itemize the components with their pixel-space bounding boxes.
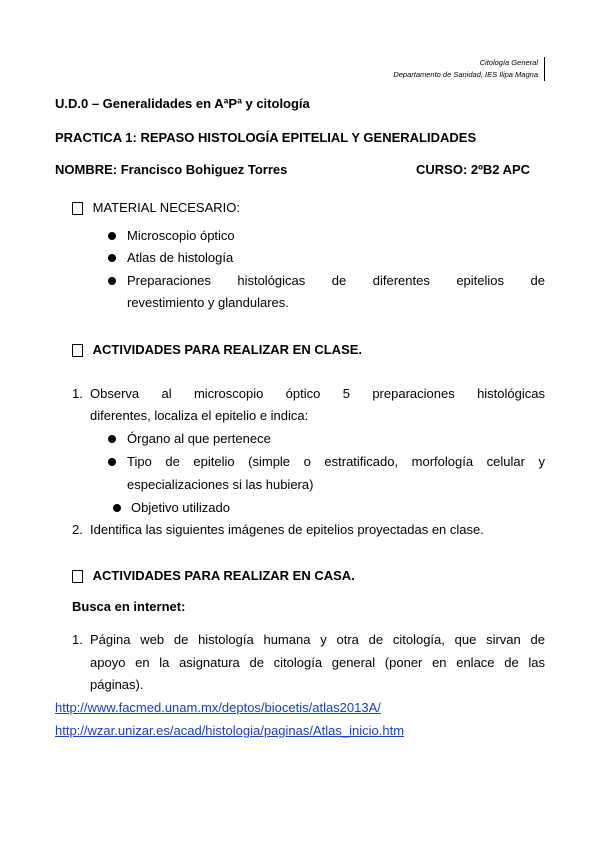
list-number: 1. — [72, 632, 83, 647]
header-department: Departamento de Sanidad, IES Ilipa Magna — [393, 70, 538, 79]
unit-title: U.D.0 – Generalidades en AªPª y citología — [55, 96, 310, 111]
checkbox-icon — [72, 344, 83, 357]
bullet-icon — [108, 458, 116, 466]
material-item-continued: revestimiento y glandulares. — [127, 295, 289, 310]
class-activities-heading: ACTIVIDADES PARA REALIZAR EN CLASE. — [92, 342, 363, 357]
material-item: Preparaciones histológicas de diferentes epitelios de — [127, 273, 545, 288]
class-activity-2: Identifica las siguientes imágenes de epitelios proyectadas en clase. — [90, 522, 484, 537]
bullet-icon — [108, 254, 116, 262]
link-row — [55, 700, 381, 715]
home-activities-heading: ACTIVIDADES PARA REALIZAR EN CASA. — [92, 568, 355, 583]
sub-item-continued: especializaciones si las hubiera) — [127, 477, 314, 492]
home-activities-heading-row — [72, 568, 355, 583]
practice-title: PRACTICA 1: REPASO HISTOLOGÍA EPITELIAL Y GENERALIDADES — [55, 130, 477, 145]
document-header — [393, 57, 545, 81]
material-heading: MATERIAL NECESARIO: — [92, 200, 240, 215]
home-activity-1-end: páginas). — [90, 677, 144, 692]
sub-item: Objetivo utilizado — [131, 500, 230, 515]
atlas-link-unizar[interactable]: http://wzar.unizar.es/acad/histologia/paginas/Atlas_inicio.htm — [55, 723, 405, 738]
bullet-icon — [108, 232, 116, 240]
home-activity-1: Página web de histología humana y otra de citología, que sirvan de — [90, 632, 545, 647]
list-number: 1. — [72, 386, 83, 401]
checkbox-icon — [72, 202, 83, 215]
home-activity-1-continued: apoyo en la asignatura de citología general (poner en enlace de las — [90, 655, 545, 670]
link-row — [55, 723, 404, 738]
material-item: Microscopio óptico — [127, 228, 235, 243]
class-activity-1-continued: diferentes, localiza el epitelio e indica: — [90, 408, 309, 423]
sub-item: Tipo de epitelio (simple o estratificado, morfología celular y — [127, 454, 545, 469]
home-activities-subheading: Busca en internet: — [72, 599, 186, 614]
checkbox-icon — [72, 570, 83, 583]
course: CURSO: 2ºB2 APC — [416, 162, 531, 177]
material-item: Atlas de histología — [127, 250, 234, 265]
bullet-icon — [108, 277, 116, 285]
list-number: 2. — [72, 522, 83, 537]
bullet-icon — [113, 504, 121, 512]
sub-item: Órgano al que pertenece — [127, 431, 271, 446]
atlas-link-unam[interactable]: http://www.facmed.unam.mx/deptos/biocetis/atlas2013A/ — [55, 700, 381, 715]
material-heading-row — [72, 200, 240, 215]
class-activities-heading-row — [72, 342, 362, 357]
student-name: NOMBRE: Francisco Bohiguez Torres — [55, 162, 288, 177]
header-subject: Citología General — [479, 58, 538, 67]
bullet-icon — [108, 435, 116, 443]
class-activity-1: Observa al microscopio óptico 5 preparaciones histológicas — [90, 386, 545, 401]
